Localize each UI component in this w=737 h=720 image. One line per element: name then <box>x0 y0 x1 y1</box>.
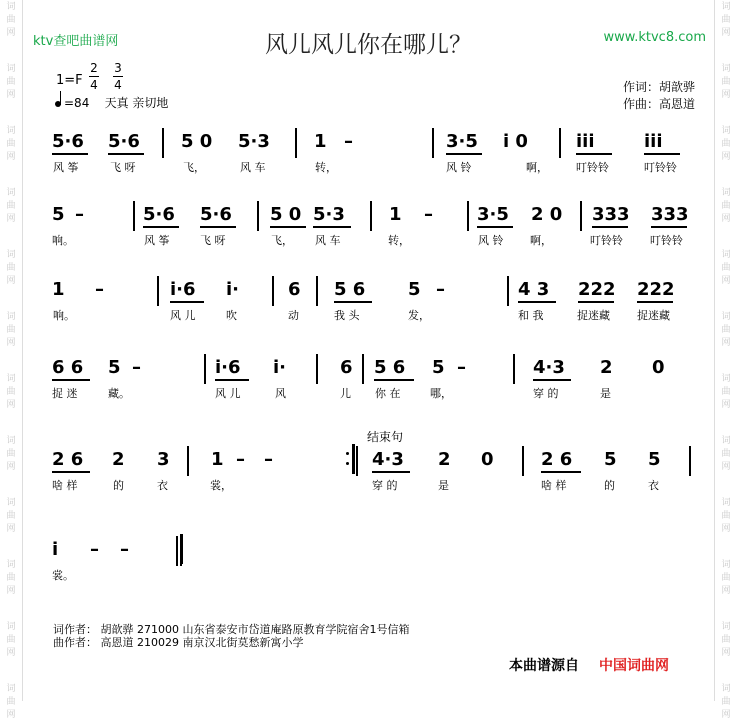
watermark-char: 曲 <box>6 139 16 149</box>
lyric: 捉迷藏 <box>577 309 610 322</box>
barline <box>432 128 434 158</box>
lyric: 是 <box>438 479 449 492</box>
watermark-char: 网 <box>721 648 731 658</box>
watermark-char: 曲 <box>721 139 731 149</box>
watermark-char: 网 <box>6 276 16 286</box>
right-watermark-strip <box>714 0 737 720</box>
source-credit <box>509 655 669 675</box>
watermark-char: 网 <box>721 214 731 224</box>
beam-underline <box>592 226 628 228</box>
beam-underline <box>52 153 88 155</box>
barline <box>356 446 358 476</box>
beam-underline <box>200 226 236 228</box>
barline <box>316 354 318 384</box>
note: – <box>344 131 353 152</box>
lyric: 藏。 <box>108 387 130 400</box>
repeat-dot <box>346 462 349 465</box>
note: 2 <box>600 357 613 378</box>
watermark-char: 网 <box>6 400 16 410</box>
watermark-char: 网 <box>721 90 731 100</box>
watermark-char: 网 <box>6 524 16 534</box>
lyric: 叮铃铃 <box>644 161 677 174</box>
watermark-char: 词 <box>721 498 731 508</box>
watermark-char: 曲 <box>721 697 731 707</box>
barline <box>204 354 206 384</box>
note: – <box>95 279 104 300</box>
watermark-char: 词 <box>6 374 16 384</box>
barline <box>559 128 561 158</box>
lyric: 裳， <box>210 479 232 492</box>
watermark-char: 曲 <box>6 449 16 459</box>
watermark-char: 词 <box>721 436 731 446</box>
beam-underline <box>52 379 90 381</box>
note: 5 <box>604 449 617 470</box>
lyric: 发， <box>408 309 430 322</box>
watermark-char: 词 <box>6 64 16 74</box>
source-prefix: 本曲谱源自 <box>509 658 579 674</box>
barline <box>513 354 515 384</box>
note: 6 <box>288 279 301 300</box>
note: 6 <box>340 357 353 378</box>
watermark-char: 词 <box>721 560 731 570</box>
watermark-char: 网 <box>6 214 16 224</box>
footer-composer-line: 曲作者： 高恩道 210029 南京汉北街莫愁新寓小学 <box>53 636 304 649</box>
note: 5 <box>108 357 121 378</box>
watermark-char: 词 <box>721 126 731 136</box>
note: 333 <box>651 204 689 225</box>
note: – <box>457 357 466 378</box>
lyric: 我 头 <box>334 309 360 322</box>
lyricist-credit: 作词：胡歆骅 <box>622 80 695 94</box>
watermark-char: 曲 <box>6 635 16 645</box>
watermark-char: 网 <box>6 648 16 658</box>
note: 6 6 <box>52 357 84 378</box>
watermark-char: 网 <box>6 90 16 100</box>
note: – <box>424 204 433 225</box>
time-signature-2: 3 4 <box>114 61 122 92</box>
beam-underline <box>170 301 204 303</box>
lyric: 响。 <box>52 234 74 247</box>
beam-underline <box>374 379 414 381</box>
watermark-char: 词 <box>721 684 731 694</box>
note: 2 6 <box>541 449 573 470</box>
watermark-char: 网 <box>721 462 731 472</box>
repeat-dot <box>346 452 349 455</box>
note: – <box>436 279 445 300</box>
beam-underline <box>372 471 410 473</box>
note: 1 <box>314 131 327 152</box>
watermark-char: 词 <box>6 498 16 508</box>
note: – <box>75 204 84 225</box>
lyric: 的 <box>604 479 615 492</box>
song-title: 风儿风儿你在哪儿？ <box>265 32 472 58</box>
note: 4 3 <box>518 279 550 300</box>
note: 2 <box>438 449 451 470</box>
note: i· <box>226 279 240 300</box>
footer-lyricist-line: 词作者： 胡歆骅 271000 山东省泰安市岱道庵路原教育学院宿舍1号信箱 <box>53 623 410 636</box>
lyric: 风 车 <box>315 234 341 247</box>
lyric: 是 <box>600 387 611 400</box>
barline <box>187 446 189 476</box>
lyric: 啊， <box>526 161 548 174</box>
note: i·6 <box>170 279 196 300</box>
barline <box>689 446 691 476</box>
note: iii <box>644 131 663 152</box>
beam-underline <box>637 301 673 303</box>
note: 2 0 <box>531 204 563 225</box>
watermark-char: 词 <box>721 312 731 322</box>
beam-underline <box>334 301 372 303</box>
note: – <box>264 449 273 470</box>
time-signature-1: 2 4 <box>90 61 98 92</box>
lyric: 响。 <box>53 309 75 322</box>
note: 5 <box>408 279 421 300</box>
watermark-char: 曲 <box>6 77 16 87</box>
lyric: 风 <box>275 387 286 400</box>
note: 5·6 <box>52 131 84 152</box>
note: 1 <box>211 449 224 470</box>
note: 0 <box>652 357 665 378</box>
lyric: 风 儿 <box>215 387 241 400</box>
watermark-char: 曲 <box>6 263 16 273</box>
watermark-char: 曲 <box>6 387 16 397</box>
watermark-char: 曲 <box>6 511 16 521</box>
note: 5 <box>432 357 445 378</box>
beam-underline <box>578 301 614 303</box>
lyric: 飞， <box>271 234 293 247</box>
lyric: 捉迷藏 <box>637 309 670 322</box>
lyric: 和 我 <box>518 309 544 322</box>
barline <box>370 201 372 231</box>
site-name-left[interactable]: ktv查吧曲谱网 <box>33 34 119 49</box>
note: 2 <box>112 449 125 470</box>
watermark-char: 曲 <box>721 201 731 211</box>
lyric: 吹 <box>226 309 237 322</box>
lyric: 穿 的 <box>533 387 559 400</box>
lyric: 叮铃铃 <box>650 234 683 247</box>
beam-underline <box>270 226 306 228</box>
lyric: 风 铃 <box>478 234 504 247</box>
barline <box>467 201 469 231</box>
note: 5·6 <box>108 131 140 152</box>
watermark-char: 网 <box>721 524 731 534</box>
note: – <box>132 357 141 378</box>
watermark-char: 曲 <box>6 201 16 211</box>
lyric: 动 <box>288 309 299 322</box>
watermark-char: 曲 <box>721 635 731 645</box>
note: – <box>236 449 245 470</box>
note: 4·3 <box>372 449 404 470</box>
beam-underline <box>651 226 687 228</box>
mood-marking: 天真 亲切地 <box>104 96 169 110</box>
watermark-char: 曲 <box>721 263 731 273</box>
watermark-char: 曲 <box>6 325 16 335</box>
note: 2 6 <box>52 449 84 470</box>
barline <box>362 354 364 384</box>
key-signature: 1=F <box>56 73 83 88</box>
lyric: 衣 <box>157 479 168 492</box>
watermark-char: 词 <box>6 560 16 570</box>
watermark-char: 词 <box>721 622 731 632</box>
note: 333 <box>592 204 630 225</box>
beam-underline <box>446 153 482 155</box>
beam-underline <box>52 471 90 473</box>
lyric: 叮铃铃 <box>590 234 623 247</box>
note: 1 <box>52 279 65 300</box>
repeat-barline <box>352 444 355 474</box>
lyric: 飞， <box>183 161 205 174</box>
lyric: 儿 <box>340 387 351 400</box>
final-barline <box>180 534 183 564</box>
watermark-char: 词 <box>6 188 16 198</box>
lyric: 捉 迷 <box>52 387 78 400</box>
note: 5 0 <box>181 131 213 152</box>
watermark-char: 网 <box>6 338 16 348</box>
beam-underline <box>108 153 144 155</box>
watermark-char: 网 <box>6 586 16 596</box>
watermark-char: 词 <box>6 250 16 260</box>
note: 5 6 <box>334 279 366 300</box>
barline <box>295 128 297 158</box>
note: 222 <box>637 279 675 300</box>
beam-underline <box>143 226 179 228</box>
note: i <box>52 539 59 560</box>
note: 3 <box>157 449 170 470</box>
note: i 0 <box>503 131 528 152</box>
site-url-right[interactable]: www.ktvc8.com <box>603 30 706 45</box>
watermark-char: 曲 <box>6 573 16 583</box>
beam-underline <box>533 379 571 381</box>
watermark-char: 网 <box>721 28 731 38</box>
lyric: 风 筝 <box>144 234 170 247</box>
note: 5 0 <box>270 204 302 225</box>
note: 1 <box>389 204 402 225</box>
beam-underline <box>215 379 249 381</box>
barline <box>580 201 582 231</box>
watermark-char: 网 <box>6 462 16 472</box>
note: 5·3 <box>313 204 345 225</box>
watermark-char: 网 <box>721 276 731 286</box>
note: 5·6 <box>143 204 175 225</box>
barline <box>176 536 178 566</box>
watermark-char: 词 <box>6 312 16 322</box>
lyric: 啥 样 <box>541 479 567 492</box>
watermark-char: 曲 <box>721 77 731 87</box>
watermark-char: 网 <box>6 152 16 162</box>
tempo-marking: =84 天真 亲切地 <box>55 94 168 111</box>
beam-underline <box>576 153 612 155</box>
note: 222 <box>578 279 616 300</box>
note: 4·3 <box>533 357 565 378</box>
watermark-char: 网 <box>721 710 731 720</box>
lyric: 风 筝 <box>53 161 79 174</box>
note: iii <box>576 131 595 152</box>
lyric: 穿 的 <box>372 479 398 492</box>
lyric: 风 儿 <box>170 309 196 322</box>
barline <box>257 201 259 231</box>
watermark-char: 曲 <box>6 697 16 707</box>
watermark-char: 曲 <box>721 449 731 459</box>
beam-underline <box>541 471 581 473</box>
beam-underline <box>313 226 351 228</box>
note: – <box>90 539 99 560</box>
ending-label: 结束句 <box>367 430 404 444</box>
watermark-char: 词 <box>721 64 731 74</box>
barline <box>157 276 159 306</box>
watermark-char: 网 <box>6 28 16 38</box>
note: 5·3 <box>238 131 270 152</box>
barline <box>162 128 164 158</box>
note: i· <box>273 357 287 378</box>
watermark-char: 曲 <box>721 325 731 335</box>
lyric: 转， <box>388 234 410 247</box>
watermark-char: 曲 <box>721 15 731 25</box>
watermark-char: 词 <box>6 126 16 136</box>
barline <box>522 446 524 476</box>
note: 3·5 <box>477 204 509 225</box>
watermark-char: 网 <box>721 338 731 348</box>
lyric: 飞 呀 <box>110 161 136 174</box>
note: 5 <box>52 204 65 225</box>
beam-underline <box>644 153 680 155</box>
composer-credit: 作曲：高恩道 <box>622 97 695 111</box>
barline <box>133 201 135 231</box>
note: i·6 <box>215 357 241 378</box>
watermark-char: 网 <box>721 586 731 596</box>
lyric: 你 在 <box>375 387 401 400</box>
lyric: 啊， <box>530 234 552 247</box>
lyric: 哪， <box>430 387 452 400</box>
barline <box>272 276 274 306</box>
left-watermark-strip <box>0 0 23 720</box>
watermark-char: 网 <box>721 152 731 162</box>
note: 3·5 <box>446 131 478 152</box>
beam-underline <box>518 301 556 303</box>
note: 0 <box>481 449 494 470</box>
watermark-char: 词 <box>6 684 16 694</box>
note: 5 <box>648 449 661 470</box>
beam-underline <box>477 226 513 228</box>
lyric: 衣 <box>648 479 659 492</box>
watermark-char: 词 <box>721 188 731 198</box>
source-site-link[interactable]: 中国词曲网 <box>599 658 669 674</box>
watermark-char: 词 <box>6 2 16 12</box>
lyric: 转， <box>315 161 337 174</box>
watermark-char: 词 <box>721 2 731 12</box>
watermark-char: 曲 <box>721 573 731 583</box>
lyric: 的 <box>113 479 124 492</box>
lyric: 叮铃铃 <box>576 161 609 174</box>
lyric: 飞 呀 <box>200 234 226 247</box>
lyric: 裳。 <box>52 569 74 582</box>
watermark-char: 曲 <box>721 511 731 521</box>
watermark-char: 曲 <box>721 387 731 397</box>
barline <box>507 276 509 306</box>
lyric: 啥 样 <box>52 479 78 492</box>
note: 5 6 <box>374 357 406 378</box>
watermark-char: 词 <box>6 622 16 632</box>
quarter-note-icon <box>55 101 61 107</box>
watermark-char: 词 <box>721 374 731 384</box>
watermark-char: 网 <box>721 400 731 410</box>
lyric: 风 铃 <box>446 161 472 174</box>
note: 5·6 <box>200 204 232 225</box>
barline <box>316 276 318 306</box>
watermark-char: 网 <box>6 710 16 720</box>
watermark-char: 曲 <box>6 15 16 25</box>
watermark-char: 词 <box>721 250 731 260</box>
watermark-char: 词 <box>6 436 16 446</box>
note: – <box>120 539 129 560</box>
lyric: 风 车 <box>240 161 266 174</box>
